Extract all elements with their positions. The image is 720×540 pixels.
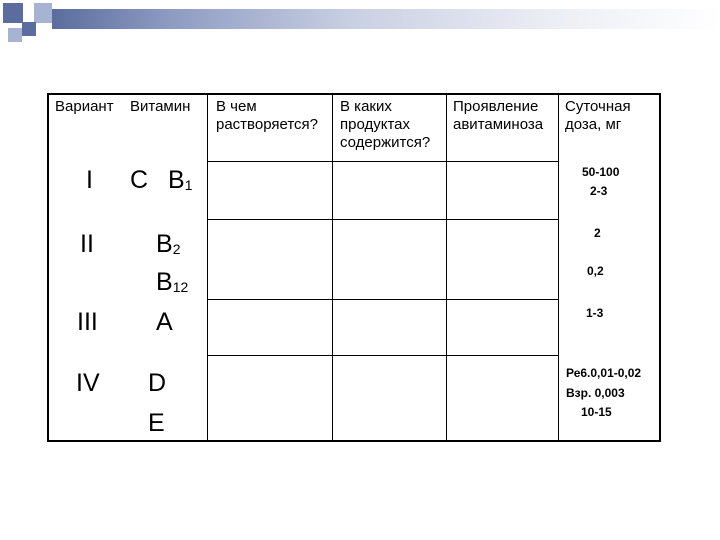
header-text-line: доза, мг	[565, 116, 622, 133]
table-column-divider	[558, 93, 559, 442]
vitamin-letter: B	[156, 230, 173, 258]
deco-square	[22, 22, 36, 36]
header-foods	[340, 98, 430, 152]
vitamin-subscript: 12	[172, 279, 189, 295]
header-variant: Вариант	[55, 98, 114, 115]
header-text-line: Проявление	[453, 98, 539, 115]
deco-square	[3, 3, 23, 23]
table-row-divider	[207, 355, 559, 356]
header-text-line: растворяется?	[216, 116, 319, 133]
header-text-line: авитаминоза	[453, 116, 544, 133]
daily-dose-value: 10-15	[581, 405, 612, 419]
daily-dose-value: 0,2	[587, 264, 604, 278]
header-text-line: продуктах	[340, 116, 411, 133]
table-column-divider	[207, 93, 208, 442]
table-row-divider	[207, 299, 559, 300]
header-text-line: В чем	[216, 98, 257, 115]
table-column-divider	[446, 93, 447, 442]
vitamin-name: C	[130, 166, 149, 194]
daily-dose-value: 50-100	[582, 165, 620, 179]
header-vitamin: Витамин	[130, 98, 191, 115]
daily-dose-value: Ре6.0,01-0,02	[566, 366, 642, 380]
vitamin-name	[156, 268, 188, 301]
vitamin-name	[156, 230, 180, 263]
header-gradient-bar	[52, 9, 720, 29]
deco-square	[34, 3, 52, 23]
deco-square	[8, 28, 22, 42]
vitamin-name: A	[156, 308, 173, 336]
header-text-line: Суточная	[565, 98, 631, 115]
variant-label: III	[77, 308, 98, 336]
vitamin-name: E	[148, 409, 165, 437]
table-row-divider	[207, 161, 559, 162]
vitamin-subscript: 2	[172, 241, 181, 257]
variant-label: II	[80, 230, 94, 258]
variant-label: I	[86, 166, 93, 194]
header-text-line: содержится?	[340, 134, 431, 151]
header-symptoms	[453, 98, 543, 134]
header-solubility	[216, 98, 318, 134]
daily-dose-value: 1-3	[586, 306, 604, 320]
header-text-line: В каких	[340, 98, 392, 115]
table-row-divider	[207, 219, 559, 220]
vitamin-subscript: 1	[184, 177, 193, 193]
vitamin-name	[168, 166, 192, 199]
vitamin-letter: B	[156, 268, 173, 296]
variant-label: IV	[76, 369, 100, 397]
daily-dose-value: 2-3	[590, 184, 608, 198]
daily-dose-value: Взр. 0,003	[566, 386, 625, 400]
table-column-divider	[332, 93, 333, 442]
header-daily-dose	[565, 98, 631, 134]
vitamin-name: D	[148, 369, 167, 397]
vitamin-letter: B	[168, 166, 185, 194]
daily-dose-value: 2	[594, 226, 601, 240]
